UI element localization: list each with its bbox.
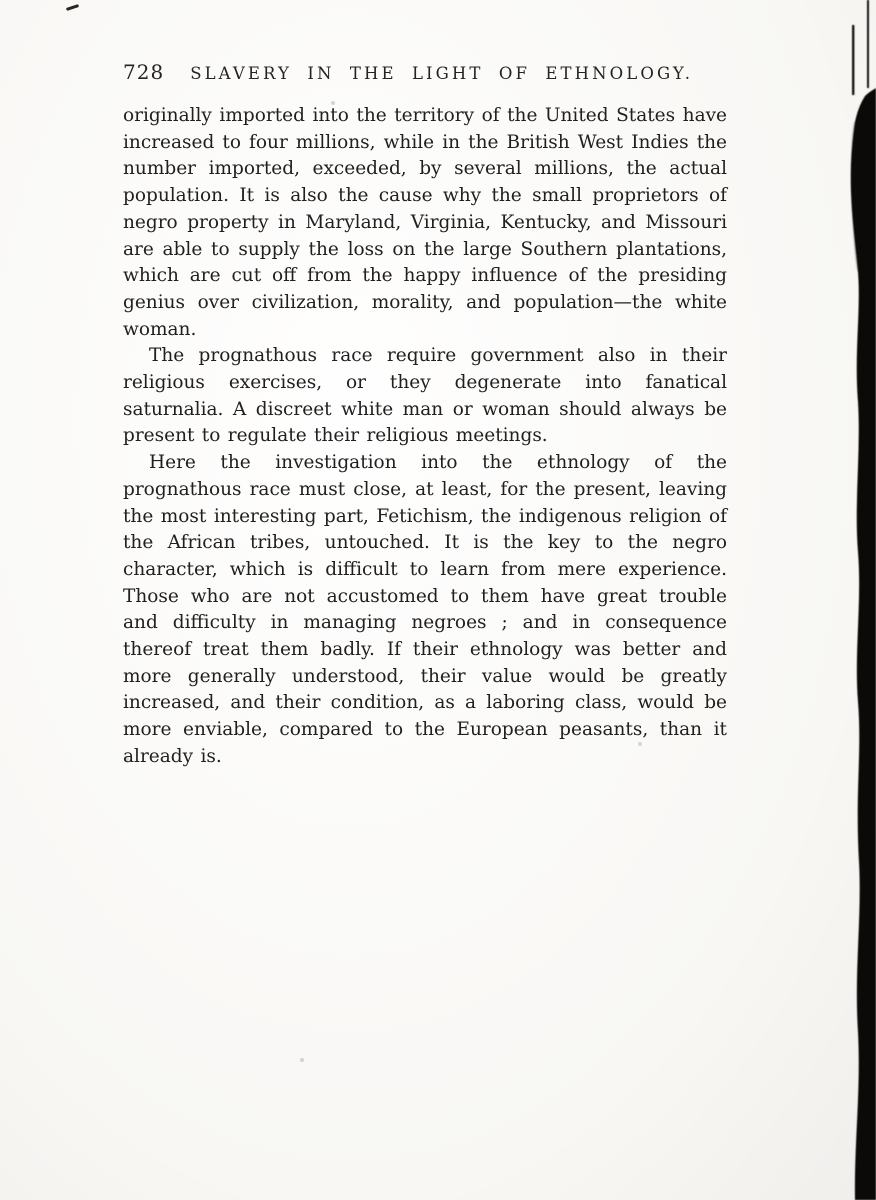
binding-shadow-shape — [846, 0, 876, 1200]
scan-speck — [300, 1058, 304, 1062]
scan-binding-edge — [846, 0, 876, 1200]
paragraph: Here the investigation into the ethnology of the prognathous race must close, at least, for the present, leaving the most interesting part, Fetichism, the indigenous religion of the African tribes, untouched. It is the key to the negro character, which is difficult to learn from mere experience. Those who are not accustomed to them have great trouble and difficulty in managing negroes ; and in consequence thereof treat them badly. If their ethnology was better and more generally understood, their value would be greatly increased, and their condition, as a laboring class, would be more enviable, compared to the European peasants, than it already is. — [123, 452, 727, 767]
page-number: 728 — [123, 60, 165, 84]
body-text — [123, 103, 727, 771]
page-header — [123, 60, 727, 84]
paragraph: The prognathous race require government also in their religious exercises, or they degenerate into fanatical saturnalia. A discreet white man or woman should always be present to regulate their religious meetings. — [123, 345, 727, 447]
scan-speck — [66, 4, 79, 11]
paragraph: originally imported into the territory of the United States have increased to four millions, while in the British West Indies the number imported, exceeded, by several millions, the actual population. It is also the cause why the small proprietors of negro property in Maryland, Virginia, Kentucky, and Missouri are able to supply the loss on the large Southern plantations, which are cut off from the happy influence of the presiding genius over civilization, morality, and population—the white woman. — [123, 105, 727, 340]
running-title: SLAVERY IN THE LIGHT OF ETHNOLOGY. — [190, 64, 694, 83]
